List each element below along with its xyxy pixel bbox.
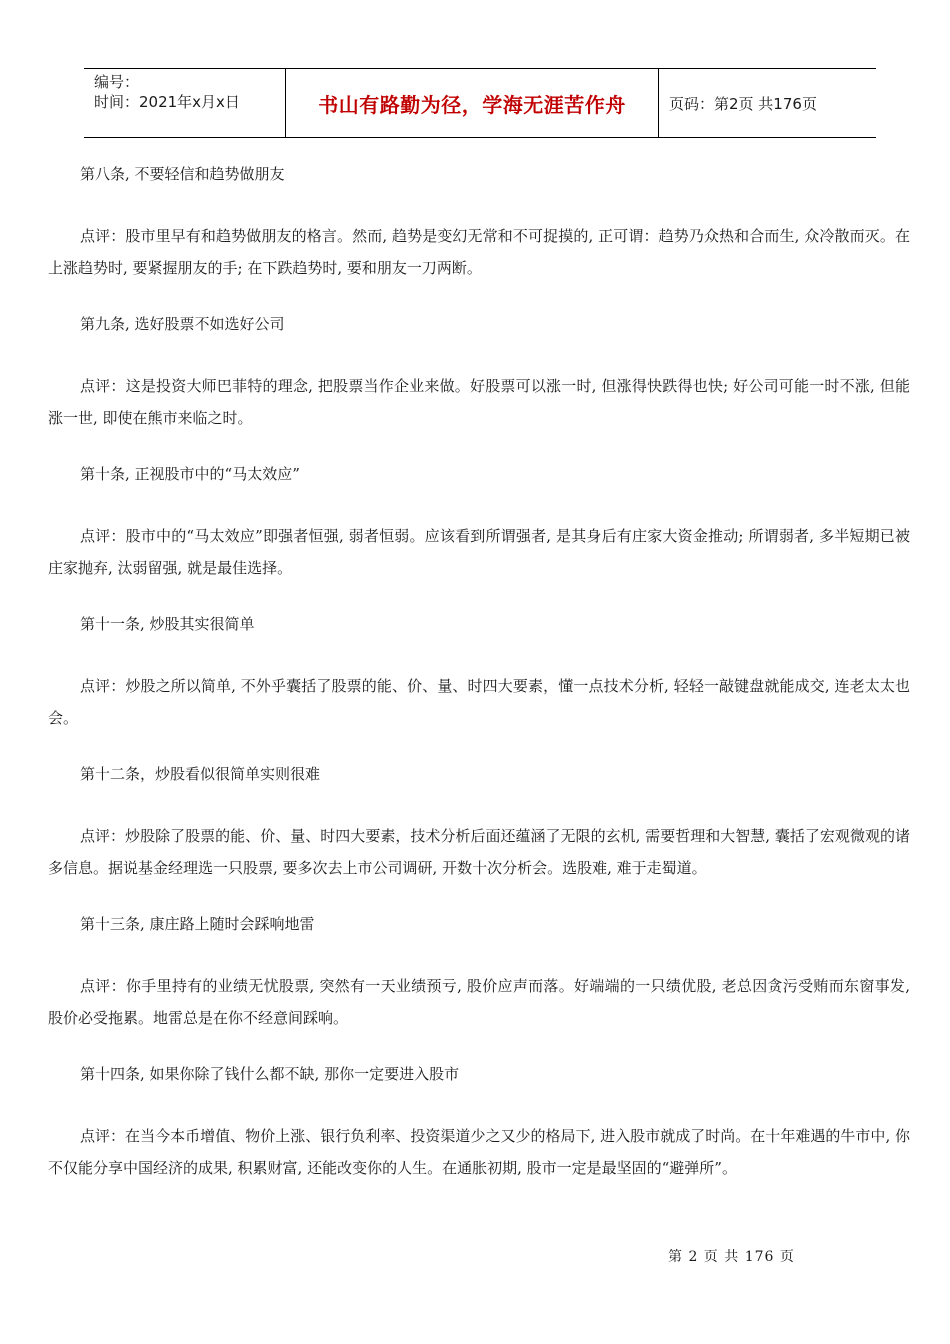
article-comment: 点评：炒股除了股票的能、价、量、时四大要素，技术分析后面还蕴涵了无限的玄机, 需要哲理和大智慧, 囊括了宏观微观的诸多信息。据说基金经理选一只股票, 要多次去上市公司调研, 开数十次分析会。选股难, 难于走蜀道。 — [48, 827, 910, 877]
document-header — [84, 68, 876, 138]
article-comment: 点评：炒股之所以简单, 不外乎囊括了股票的能、价、量、时四大要素，懂一点技术分析, 轻轻一敲键盘就能成交, 连老太太也会。 — [48, 677, 910, 727]
article-comment: 点评：在当今本币增值、物价上涨、银行负利率、投资渠道少之又少的格局下, 进入股市就成了时尚。在十年难遇的牛市中, 你不仅能分享中国经济的成果, 积累财富, 还能改变你的人生。在通胀初期, 股市一定是最坚固的“避弹所”。 — [48, 1127, 910, 1177]
article-title: 第十一条, 炒股其实很简单 — [80, 615, 255, 633]
article-comment: 点评：股市中的“马太效应”即强者恒强, 弱者恒弱。应该看到所谓强者, 是其身后有庄家大资金推动; 所谓弱者, 多半短期已被庄家抛弃, 汰弱留强, 就是最佳选择。 — [48, 527, 910, 577]
page-footer: 第 2 页 共 176 页 — [668, 1249, 795, 1265]
article-comment: 点评：你手里持有的业绩无忧股票, 突然有一天业绩预亏, 股价应声而落。好端端的一只绩优股, 老总因贪污受贿而东窗事发, 股价必受拖累。地雷总是在你不经意间踩响。 — [48, 977, 910, 1027]
header-meta — [84, 69, 286, 137]
article-title: 第十三条, 康庄路上随时会踩响地雷 — [80, 915, 315, 933]
article-title: 第十二条，炒股看似很简单实则很难 — [80, 765, 321, 783]
article-title: 第十条, 正视股市中的“马太效应” — [80, 465, 300, 483]
article-title: 第九条, 选好股票不如选好公司 — [80, 315, 285, 333]
article-title: 第十四条, 如果你除了钱什么都不缺, 那你一定要进入股市 — [80, 1065, 460, 1083]
header-motto: 书山有路勤为径，学海无涯苦作舟 — [286, 69, 659, 137]
article-comment: 点评：股市里早有和趋势做朋友的格言。然而, 趋势是变幻无常和不可捉摸的, 正可谓：趋势乃众热和合而生, 众冷散而灭。在上涨趋势时, 要紧握朋友的手; 在下跌趋势时, 要和朋友一刀两断。 — [48, 227, 910, 277]
header-page-info: 页码：第2页 共176页 — [669, 94, 817, 113]
article-title: 第八条, 不要轻信和趋势做朋友 — [80, 165, 285, 183]
document-body — [48, 164, 910, 1184]
document-time-label: 时间：2021年x月x日 — [94, 93, 240, 111]
document-number-label: 编号： — [94, 73, 140, 91]
article-comment: 点评：这是投资大师巴菲特的理念, 把股票当作企业来做。好股票可以涨一时, 但涨得快跌得也快; 好公司可能一时不涨, 但能涨一世, 即使在熊市来临之时。 — [48, 377, 910, 427]
